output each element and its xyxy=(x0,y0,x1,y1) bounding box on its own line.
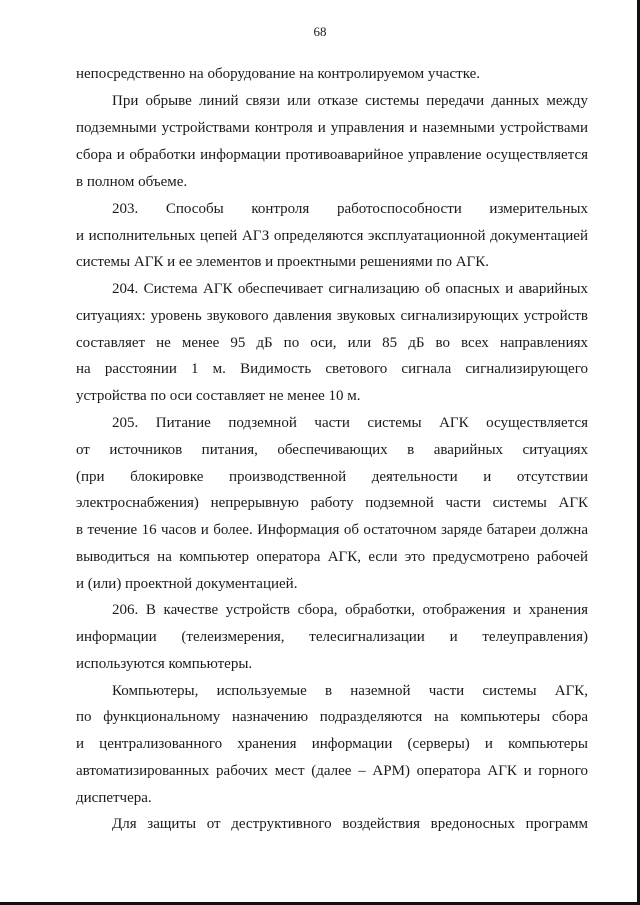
text-line: на расстоянии 1 м. Видимость светового сигнала сигнализирующего xyxy=(76,361,588,377)
text-line: информации (телеизмерения, телесигнализации и телеуправления) xyxy=(76,629,588,645)
text-line: подземными устройствами контроля и управления и наземными устройствами xyxy=(76,120,588,136)
text-line: выводиться на компьютер оператора АГК, если это предусмотрено рабочей xyxy=(76,549,588,565)
text-line: системы АГК и ее элементов и проектными решениями по АГК. xyxy=(76,254,489,270)
text-line: электроснабжения) непрерывную работу подземной части системы АГК xyxy=(76,495,588,511)
text-line: от источников питания, обеспечивающих в аварийных ситуациях xyxy=(76,442,588,458)
text-line: 203. Способы контроля работоспособности измерительных xyxy=(112,201,588,217)
text-line: в полном объеме. xyxy=(76,174,188,190)
text-line: диспетчера. xyxy=(76,790,152,806)
text-line: и (или) проектной документацией. xyxy=(76,576,298,592)
text-line: сбора и обработки информации противоаварийное управление осуществляется xyxy=(76,147,588,163)
text-line: устройства по оси составляет не менее 10 м. xyxy=(76,388,361,404)
text-line: ситуациях: уровень звукового давления звуковых сигнализирующих устройств xyxy=(76,308,588,324)
text-line: в течение 16 часов и более. Информация об остаточном заряде батареи должна xyxy=(76,522,588,538)
text-line: составляет не менее 95 дБ по оси, или 85 дБ во всех направлениях xyxy=(76,335,588,351)
text-line: используются компьютеры. xyxy=(76,656,253,672)
text-line: При обрыве линий связи или отказе системы передачи данных между xyxy=(112,93,588,109)
text-line: Компьютеры, используемые в наземной части системы АГК, xyxy=(112,683,588,699)
text-line: Для защиты от деструктивного воздействия вредоносных программ xyxy=(112,816,588,832)
text-line: 206. В качестве устройств сбора, обработки, отображения и хранения xyxy=(112,602,588,618)
text-line: и централизованного хранения информации (серверы) и компьютеры xyxy=(76,736,588,752)
text-line: по функциональному назначению подразделяются на компьютеры сбора xyxy=(76,709,588,725)
text-line: автоматизированных рабочих мест (далее – АРМ) оператора АГК и горного xyxy=(76,763,588,779)
page-number: 68 xyxy=(313,24,327,39)
text-line: непосредственно на оборудование на контролируемом участке. xyxy=(76,66,481,82)
text-line: (при блокировке производственной деятельности и отсутствии xyxy=(76,469,588,485)
text-line: и исполнительных цепей АГЗ определяются эксплуатационной документацией xyxy=(76,228,588,244)
text-line: 205. Питание подземной части системы АГК осуществляется xyxy=(112,415,588,431)
text-line: 204. Система АГК обеспечивает сигнализацию об опасных и аварийных xyxy=(112,281,588,297)
